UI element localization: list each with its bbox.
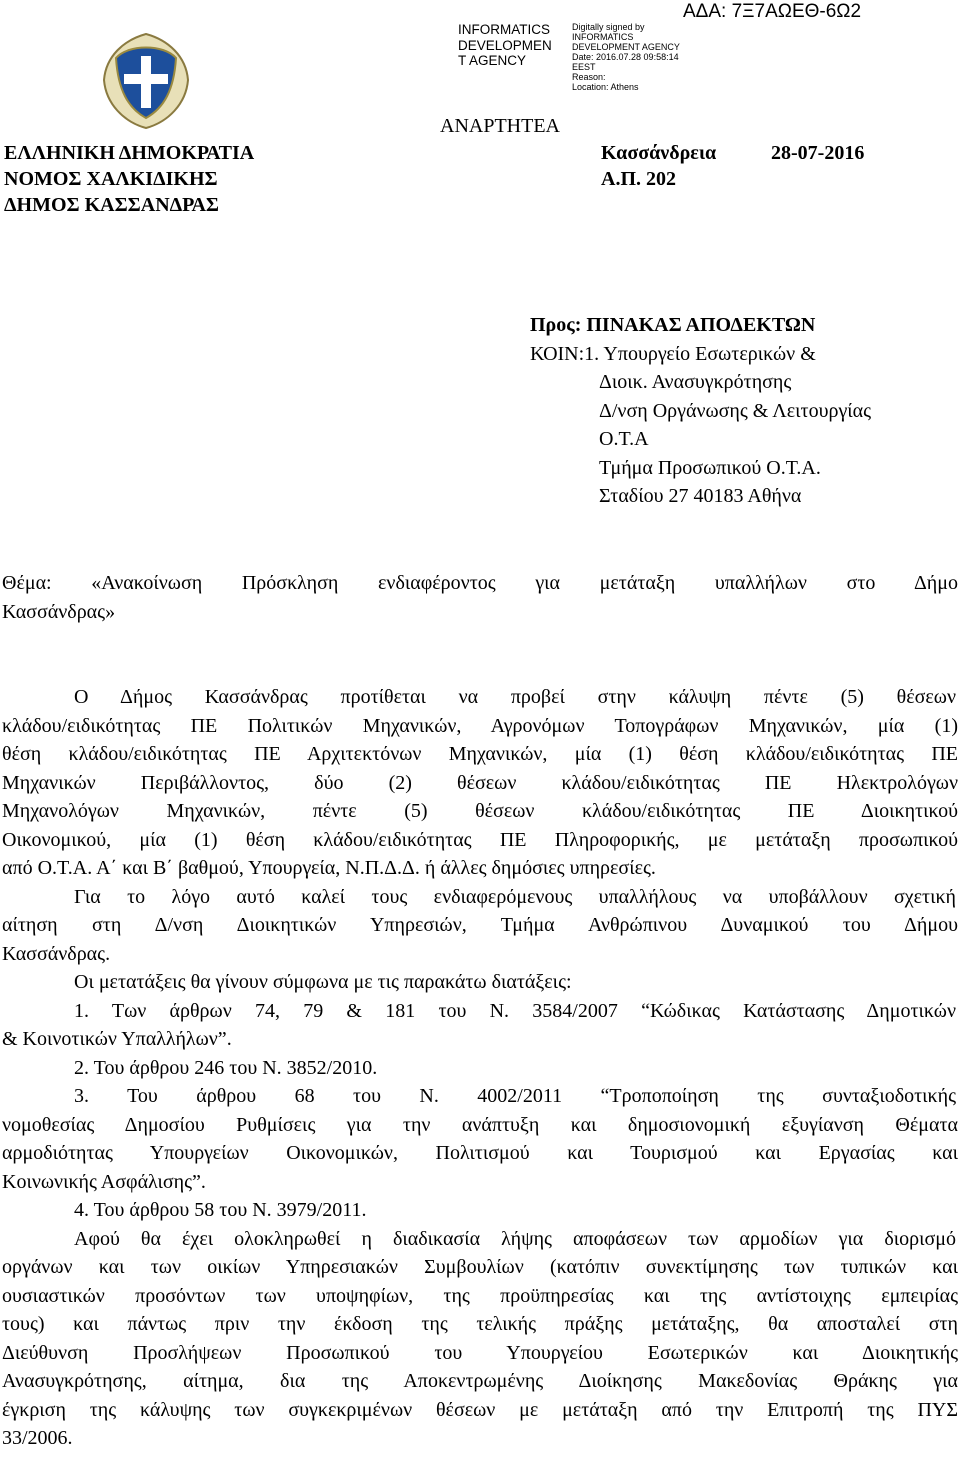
protocol-number: Α.Π. 202 xyxy=(601,168,676,190)
list-item-line: 3. Του άρθρου 68 του Ν. 4002/2011 “Τροποποίηση της συνταξιοδοτικής xyxy=(74,1085,956,1107)
recipients-line: Ο.Τ.Α xyxy=(599,428,649,450)
signature-agency-line: DEVELOPMEN xyxy=(458,37,552,53)
body-line: Διεύθυνση Προσλήψεων Προσωπικού του Υπουργείου Εσωτερικών και Διοικητικής xyxy=(2,1342,958,1364)
signature-detail-line: DEVELOPMENT AGENCY xyxy=(572,42,680,52)
subject-line: Κασσάνδρας» xyxy=(2,601,116,623)
body-line: έγκριση της κάλυψης των συγκεκριμένων θέσεων με μετάταξη από την Επιτροπή της ΠΥΣ xyxy=(2,1399,958,1421)
list-item-line: & Κοινοτικών Υπαλλήλων”. xyxy=(2,1028,232,1050)
header-republic: ΕΛΛΗΝΙΚΗ ΔΗΜΟΚΡΑΤΙΑ xyxy=(4,142,255,164)
signature-agency-line: INFORMATICS xyxy=(458,22,550,37)
signature-detail-line: Digitally signed by xyxy=(572,22,645,32)
recipients-line: Σταδίου 27 40183 Αθήνα xyxy=(599,485,802,507)
signature-agency xyxy=(458,22,552,69)
recipients-line: Δ/νση Οργάνωσης & Λειτουργίας xyxy=(599,400,872,422)
body-line: 33/2006. xyxy=(2,1427,73,1449)
body-line: τους) και πάντως πριν την έκδοση της τελικής πράξης μετάταξης, θα αποσταλεί στη xyxy=(2,1313,958,1335)
recipients-line: ΚΟΙΝ:1. Υπουργείο Εσωτερικών & xyxy=(530,343,816,365)
list-item-line: Κοινωνικής Ασφάλισης”. xyxy=(2,1171,206,1193)
body-line: Αφού θα έχει ολοκληρωθεί η διαδικασία λήψης αποφάσεων των αρμοδίων για διορισμό xyxy=(74,1228,956,1250)
list-item-line: 1. Των άρθρων 74, 79 & 181 του Ν. 3584/2007 “Κώδικας Κατάστασης Δημοτικών xyxy=(74,1000,956,1022)
body-line: Μηχανολόγων Μηχανικών, πέντε (5) θέσεων κλάδου/ειδικότητας ΠΕ Διοικητικού xyxy=(2,800,958,822)
recipients-line: Τμήμα Προσωπικού Ο.Τ.Α. xyxy=(599,457,821,479)
subject-line: Θέμα: «Ανακοίνωση Πρόσκληση ενδιαφέροντος για μετάταξη υπαλλήλων στο Δήμο xyxy=(2,572,958,594)
date: 28-07-2016 xyxy=(771,142,865,164)
list-item-line: νομοθεσίας Δημοσίου Ρυθμίσεις για την ανάπτυξη και δημοσιονομική εξυγίανση Θέματα xyxy=(2,1114,958,1136)
body-line: Κασσάνδρας. xyxy=(2,943,111,965)
body-line: Οι μετατάξεις θα γίνουν σύμφωνα με τις παρακάτω διατάξεις: xyxy=(74,971,572,993)
body-line: αίτηση στη Δ/νση Διοικητικών Υπηρεσιών, Τμήμα Ανθρώπινου Δυναμικού του Δήμου xyxy=(2,914,958,936)
ada-code: ΑΔΑ: 7Ξ7ΑΩΕΘ-6Ω2 xyxy=(683,1,862,22)
header-municipality: ΔΗΜΟΣ ΚΑΣΣΑΝΔΡΑΣ xyxy=(4,194,219,216)
recipients-line: Διοικ. Ανασυγκρότησης xyxy=(599,371,792,393)
body-line: από Ο.Τ.Α. Α΄ και Β΄ βαθμού, Υπουργεία, Ν.Π.Δ.Δ. ή άλλες δημόσιες υπηρεσίες. xyxy=(2,857,656,879)
body-line: Για το λόγο αυτό καλεί τους ενδιαφερόμενους υπαλλήλους να υποβάλλουν σχετική xyxy=(74,886,956,908)
body-line: ουσιαστικών προσόντων των υποψηφίων, της προϋπηρεσίας και της αντίστοιχης εμπειρίας xyxy=(2,1285,958,1307)
body-line: Οικονομικού, μία (1) θέση κλάδου/ειδικότητας ΠΕ Πληροφορικής, με μετάταξη προσωπικού xyxy=(2,829,958,851)
body-line: θέση κλάδου/ειδικότητας ΠΕ Αρχιτεκτόνων Μηχανικών, μία (1) θέση κλάδου/ειδικότητας ΠΕ xyxy=(2,743,958,765)
signature-detail-line: INFORMATICS xyxy=(572,32,634,42)
body-line: κλάδου/ειδικότητας ΠΕ Πολιτικών Μηχανικών, Αγρονόμων Τοπογράφων Μηχανικών, μία (1) xyxy=(2,715,958,737)
place: Κασσάνδρεια xyxy=(601,142,717,164)
signature-detail-line: Reason: xyxy=(572,72,606,82)
header-prefecture: ΝΟΜΟΣ ΧΑΛΚΙΔΙΚΗΣ xyxy=(4,168,218,190)
posting-label: ΑΝΑΡΤΗΤΕΑ xyxy=(440,115,560,137)
greek-coat-of-arms-emblem xyxy=(98,30,194,130)
signature-details xyxy=(572,22,680,92)
signature-agency-line: T AGENCY xyxy=(458,53,527,68)
body-line: Ο Δήμος Κασσάνδρας προτίθεται να προβεί στην κάλυψη πέντε (5) θέσεων xyxy=(74,686,956,708)
list-item-line: αρμοδιότητας Υπουργείων Οικονομικών, Πολιτισμού και Τουρισμού και Εργασίας και xyxy=(2,1142,958,1164)
body-line: Μηχανικών Περιβάλλοντος, δύο (2) θέσεων κλάδου/ειδικότητας ΠΕ Ηλεκτρολόγων xyxy=(2,772,958,794)
list-item-line: 4. Του άρθρου 58 του Ν. 3979/2011. xyxy=(74,1199,367,1221)
list-item-line: 2. Του άρθρου 246 του Ν. 3852/2010. xyxy=(74,1057,378,1079)
recipients-to: Προς: ΠΙΝΑΚΑΣ ΑΠΟΔΕΚΤΩΝ xyxy=(530,314,816,336)
signature-detail-line: EEST xyxy=(572,62,596,72)
signature-detail-line: Date: 2016.07.28 09:58:14 xyxy=(572,52,679,62)
signature-detail-line: Location: Athens xyxy=(572,82,639,92)
body-line: οργάνων και των οικίων Υπηρεσιακών Συμβουλίων (κατόπιν συνεκτίμησης των τυπικών και xyxy=(2,1256,958,1278)
body-line: Ανασυγκρότησης, αίτημα, δια της Αποκεντρωμένης Διοίκησης Μακεδονίας Θράκης για xyxy=(2,1370,958,1392)
